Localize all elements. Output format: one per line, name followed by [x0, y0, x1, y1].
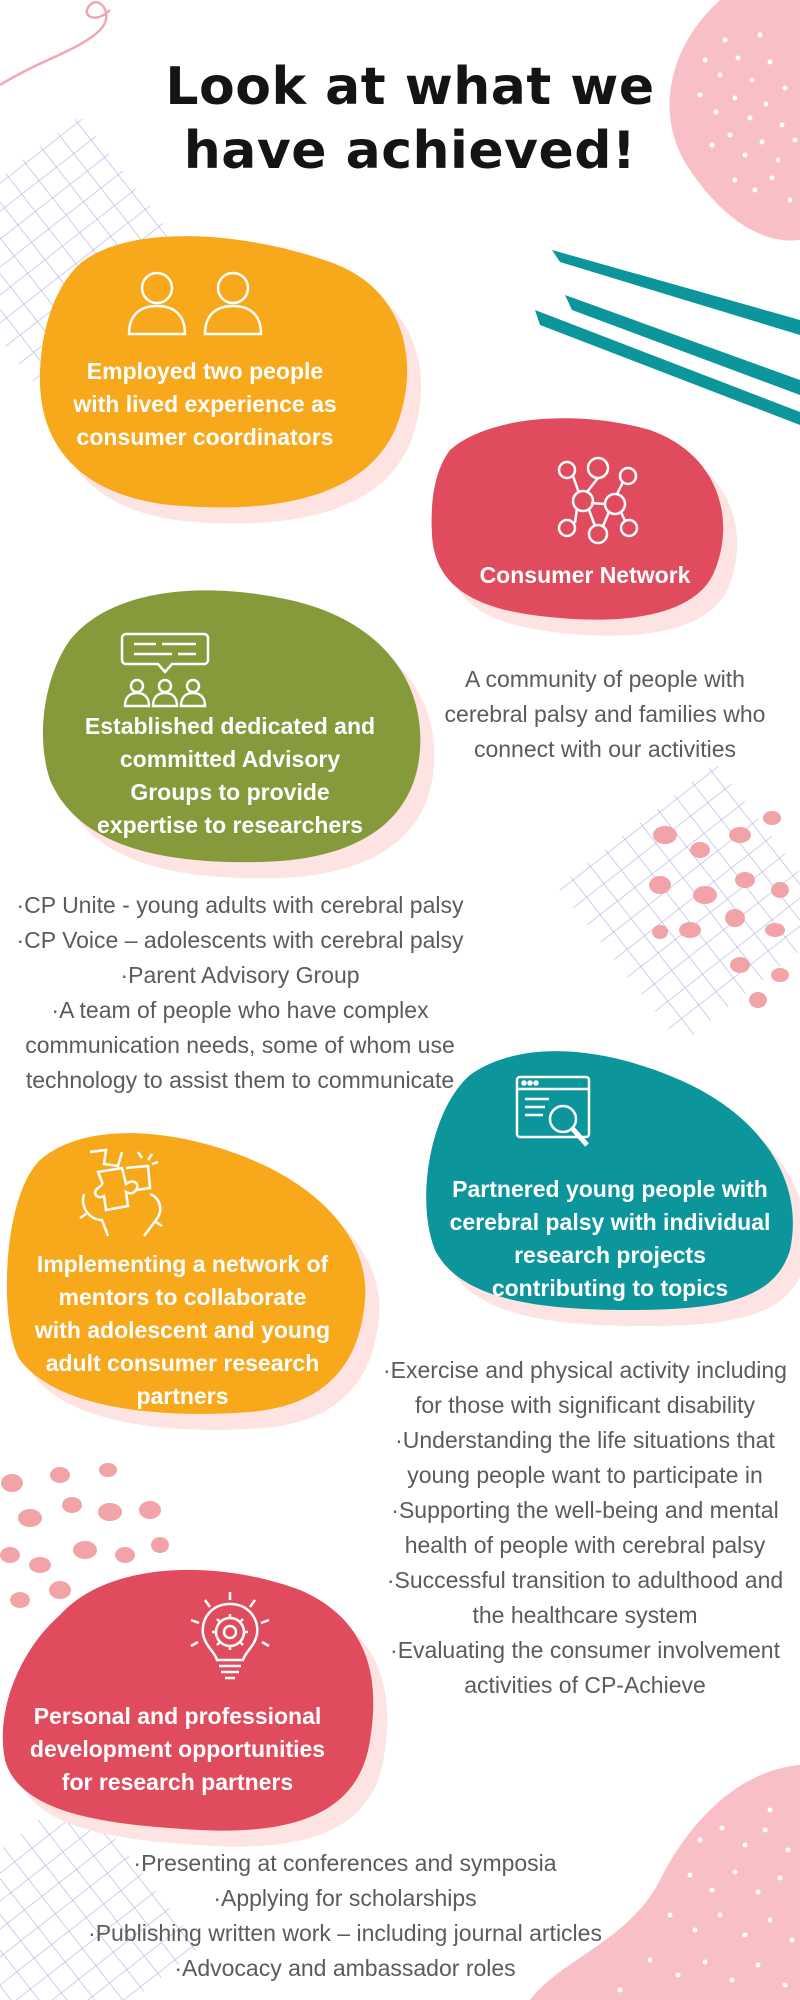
research-topics-list — [375, 1353, 795, 1703]
list-item: ·Exercise and physical activity including — [383, 1357, 787, 1383]
list-item: ·Presenting at conferences and symposia — [133, 1850, 557, 1876]
item-network-label: Consumer Network — [479, 562, 691, 588]
two-people-icon — [125, 268, 265, 338]
item-coordinators-label: Employed two people with lived experience as consumer coordinators — [73, 358, 337, 450]
advisory-group-icon — [120, 630, 210, 710]
list-item: ·A team of people who have complex — [51, 997, 429, 1023]
list-item: ·Understanding the life situations that — [395, 1427, 775, 1453]
pink-blob-top-right — [670, 0, 800, 241]
list-item: young people want to participate in — [407, 1462, 763, 1488]
research-magnify-icon — [515, 1075, 595, 1155]
list-item: ·Evaluating the consumer involvement — [390, 1637, 780, 1663]
network-description: A community of people with cerebral palsy and families who connect with our activities — [444, 666, 766, 762]
list-item: ·Supporting the well-being and mental — [391, 1497, 779, 1523]
lightbulb-gear-icon — [183, 1590, 278, 1680]
item-advisory-label: Established dedicated and committed Advisory Groups to provide expertise to researchers — [84, 713, 376, 838]
list-item: ·Applying for scholarships — [213, 1885, 477, 1911]
teal-stripes — [535, 250, 800, 425]
list-item: ·CP Unite - young adults with cerebral palsy — [16, 892, 464, 918]
list-item: ·Advocacy and ambassador roles — [174, 1955, 516, 1981]
list-item: ·CP Voice – adolescents with cerebral palsy — [16, 927, 464, 953]
list-item: health of people with cerebral palsy — [404, 1532, 766, 1558]
squiggle-decoration — [0, 2, 110, 85]
list-item: technology to assist them to communicate — [25, 1067, 455, 1093]
list-item: activities of CP-Achieve — [464, 1672, 706, 1698]
item-development-label: Personal and professional development opportunities for research partners — [29, 1703, 326, 1795]
advisory-groups-list — [5, 888, 475, 1098]
network-icon — [553, 456, 643, 546]
list-item: ·Publishing written work – including journal articles — [88, 1920, 602, 1946]
list-item: ·Parent Advisory Group — [120, 962, 360, 988]
puzzle-hands-icon — [78, 1148, 168, 1238]
list-item: the healthcare system — [472, 1602, 698, 1628]
title-line-1: Look at what we — [165, 57, 655, 117]
list-item: ·Successful transition to adulthood and — [386, 1567, 784, 1593]
title-line-2: have achieved! — [183, 121, 637, 181]
development-opportunities-list — [60, 1846, 630, 1986]
list-item: for those with significant disability — [414, 1392, 756, 1418]
item-mentors-label: Implementing a network of mentors to collaborate with adolescent and young adult consumer research partners — [34, 1251, 331, 1409]
list-item: communication needs, some of whom use — [25, 1032, 455, 1058]
page-title — [150, 55, 670, 183]
item-research-label: Partnered young people with cerebral palsy with individual research projects contributing to topics — [449, 1176, 771, 1301]
